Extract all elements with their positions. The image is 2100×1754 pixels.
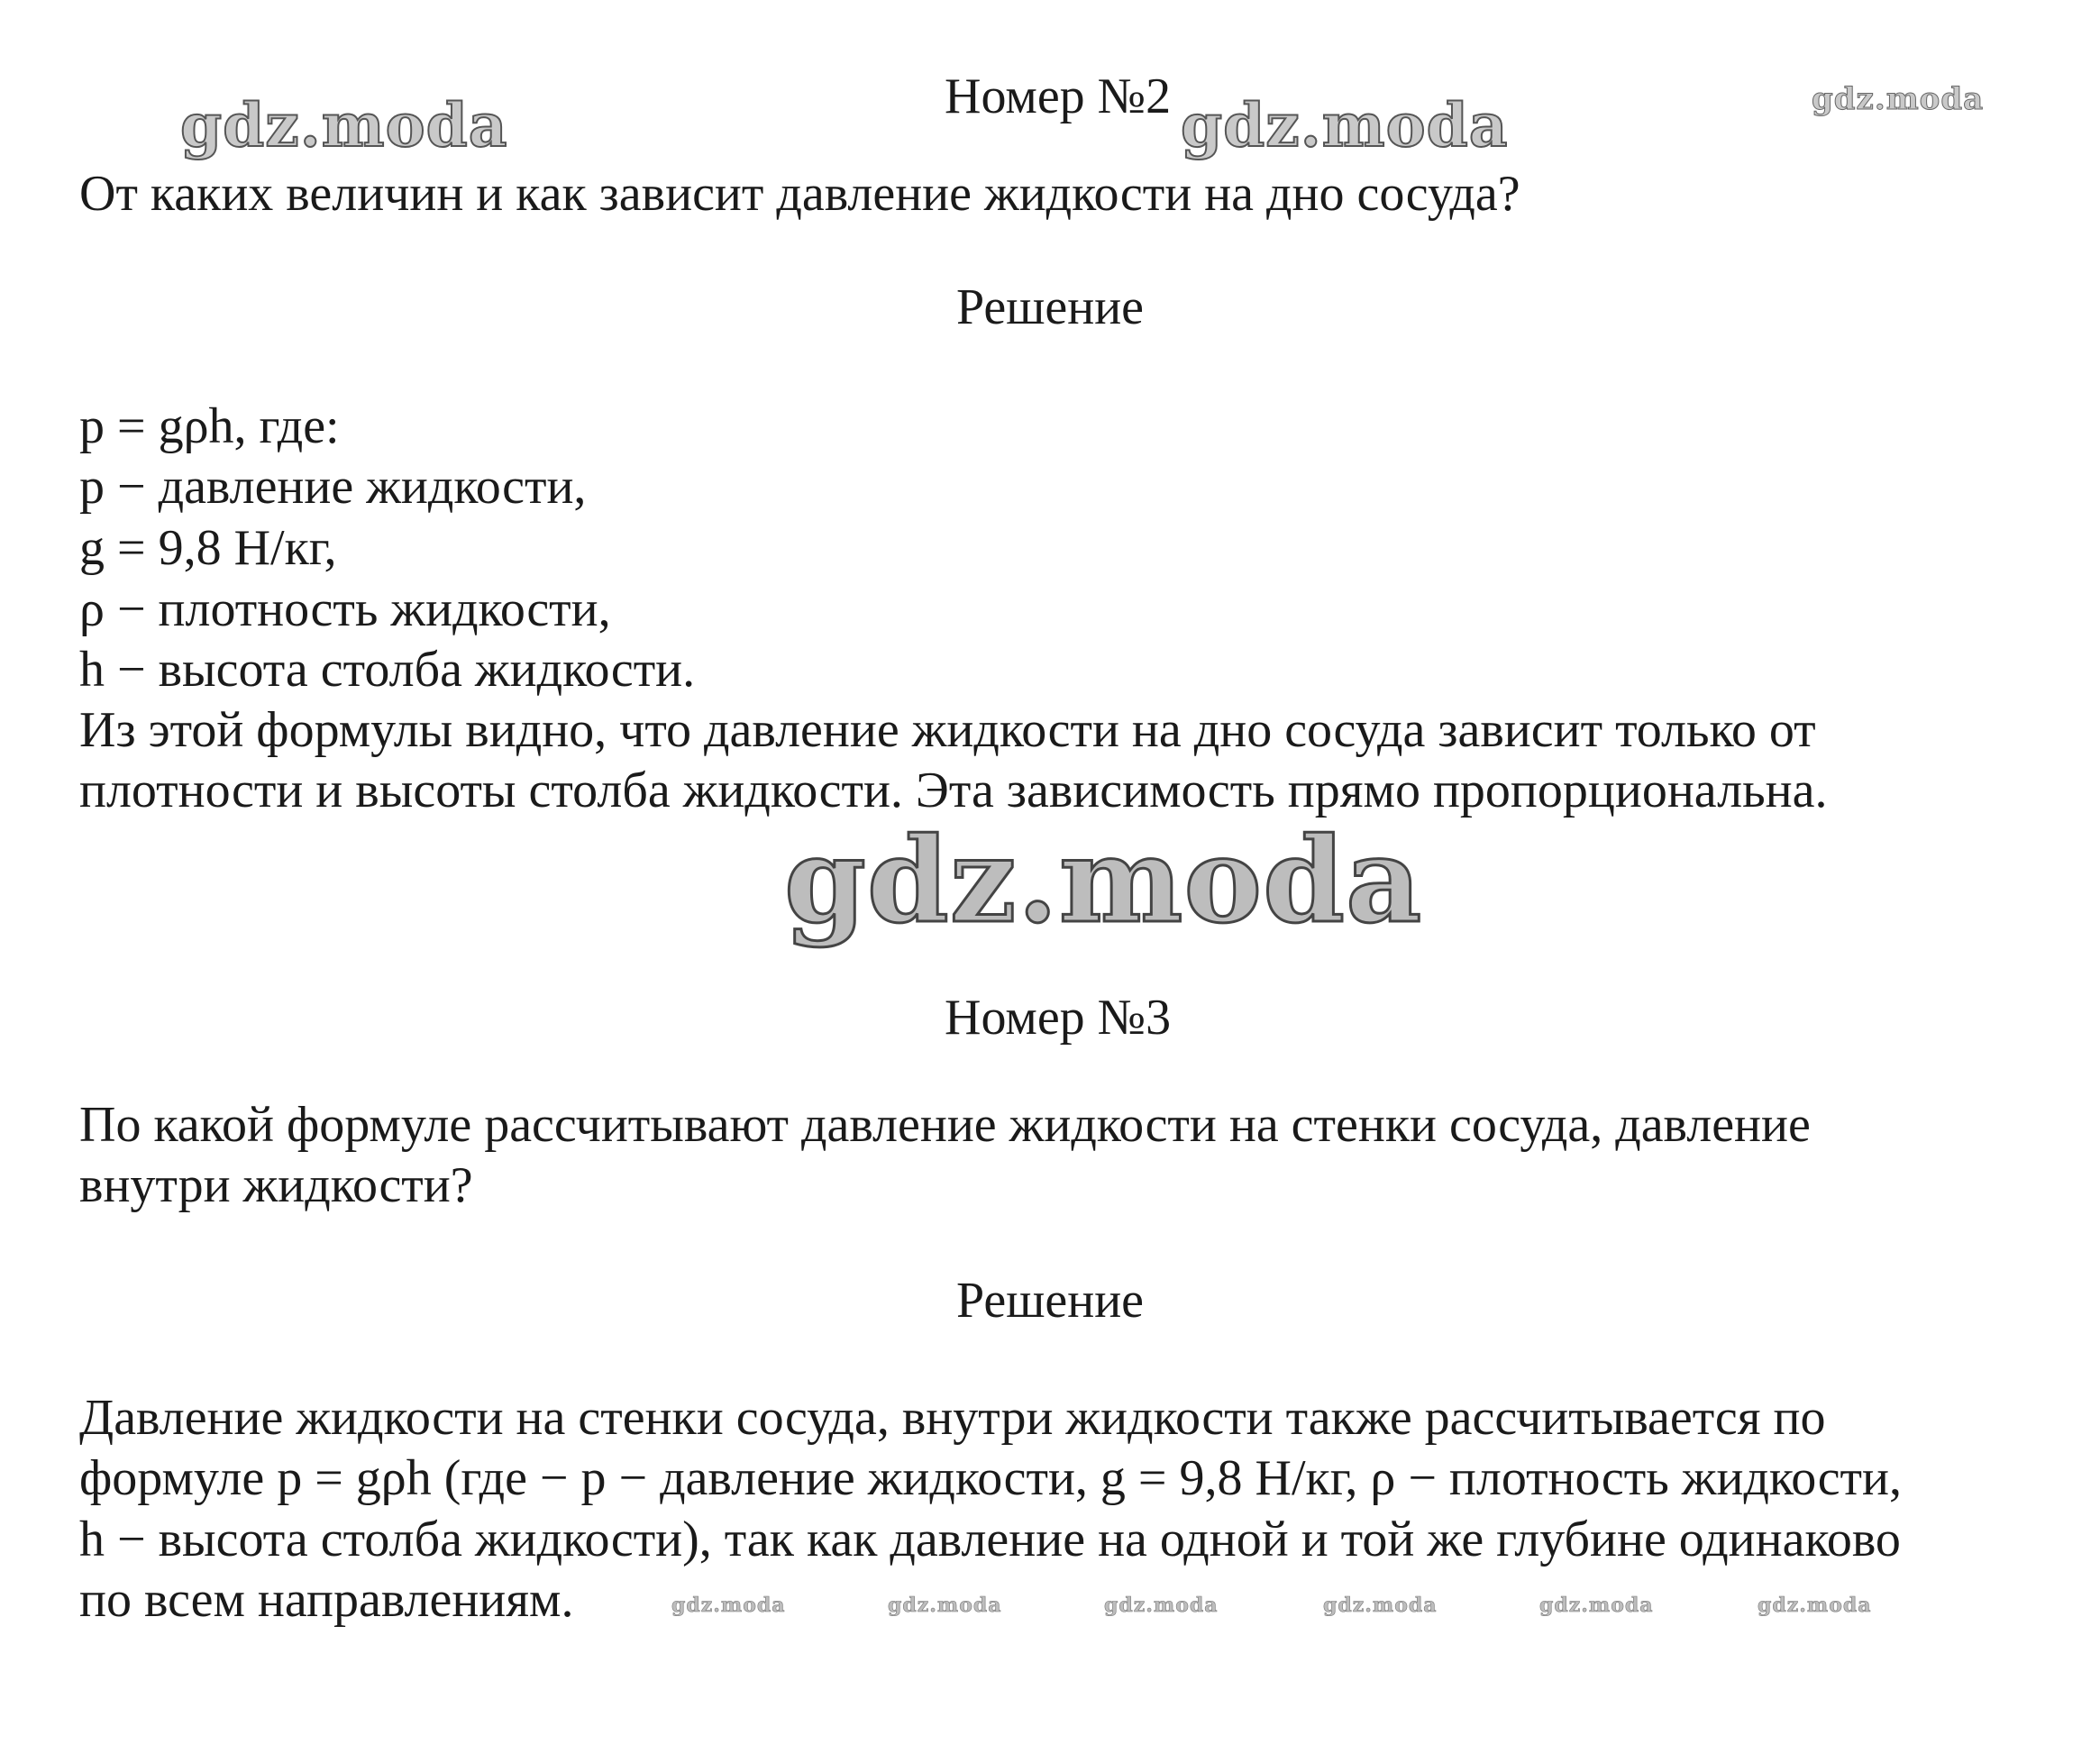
task2-formula: p = gρh, где:: [79, 398, 340, 454]
task2-def-p: p − давление жидкости,: [79, 459, 587, 515]
task2-conclusion-line2: плотности и высоты столба жидкости. Эта зависимость прямо пропорциональна.: [79, 763, 1828, 818]
task3-answer-line1: Давление жидкости на стенки сосуда, внутри жидкости также рассчитывается по: [79, 1390, 1826, 1446]
task3-question-line2: внутри жидкости?: [79, 1157, 473, 1213]
task3-answer-line2: формуле p = gρh (где − p − давление жидкости, g = 9,8 Н/кг, ρ − плотность жидкости,: [79, 1450, 1902, 1506]
watermark-logo: gdz.moda: [1539, 1594, 1654, 1617]
watermark-logo: gdz.moda: [1181, 90, 1509, 160]
task3-question-line1: По какой формуле рассчитывают давление жидкости на стенки сосуда, давление: [79, 1097, 1811, 1153]
watermark-logo: gdz.moda: [1104, 1594, 1219, 1617]
task3-answer-line3: h − высота столба жидкости), так как давление на одной и той же глубине одинаково: [79, 1512, 1901, 1567]
watermark-logo: gdz.moda: [1812, 81, 1985, 117]
watermark-logo: gdz.moda: [888, 1594, 1002, 1617]
task2-def-g: g = 9,8 Н/кг,: [79, 520, 337, 576]
task2-def-h: h − высота столба жидкости.: [79, 642, 696, 698]
task3-solution-heading: Решение: [955, 1273, 1145, 1329]
watermark-logo: gdz.moda: [784, 811, 1423, 949]
task3-answer-line4: по всем направлениям.: [79, 1572, 574, 1628]
watermark-logo: gdz.moda: [1758, 1594, 1872, 1617]
task2-conclusion-line1: Из этой формулы видно, что давление жидкости на дно сосуда зависит только от: [79, 702, 1816, 758]
task2-def-rho: ρ − плотность жидкости,: [79, 581, 611, 637]
task2-question: От каких величин и как зависит давление жидкости на дно сосуда?: [79, 166, 1520, 222]
watermark-logo: gdz.moda: [1323, 1594, 1438, 1617]
task3-title: Номер №3: [945, 990, 1172, 1046]
task2-title: Номер №2: [945, 69, 1172, 124]
watermark-logo: gdz.moda: [671, 1594, 786, 1617]
task2-solution-heading: Решение: [955, 279, 1145, 335]
watermark-logo: gdz.moda: [180, 90, 508, 160]
